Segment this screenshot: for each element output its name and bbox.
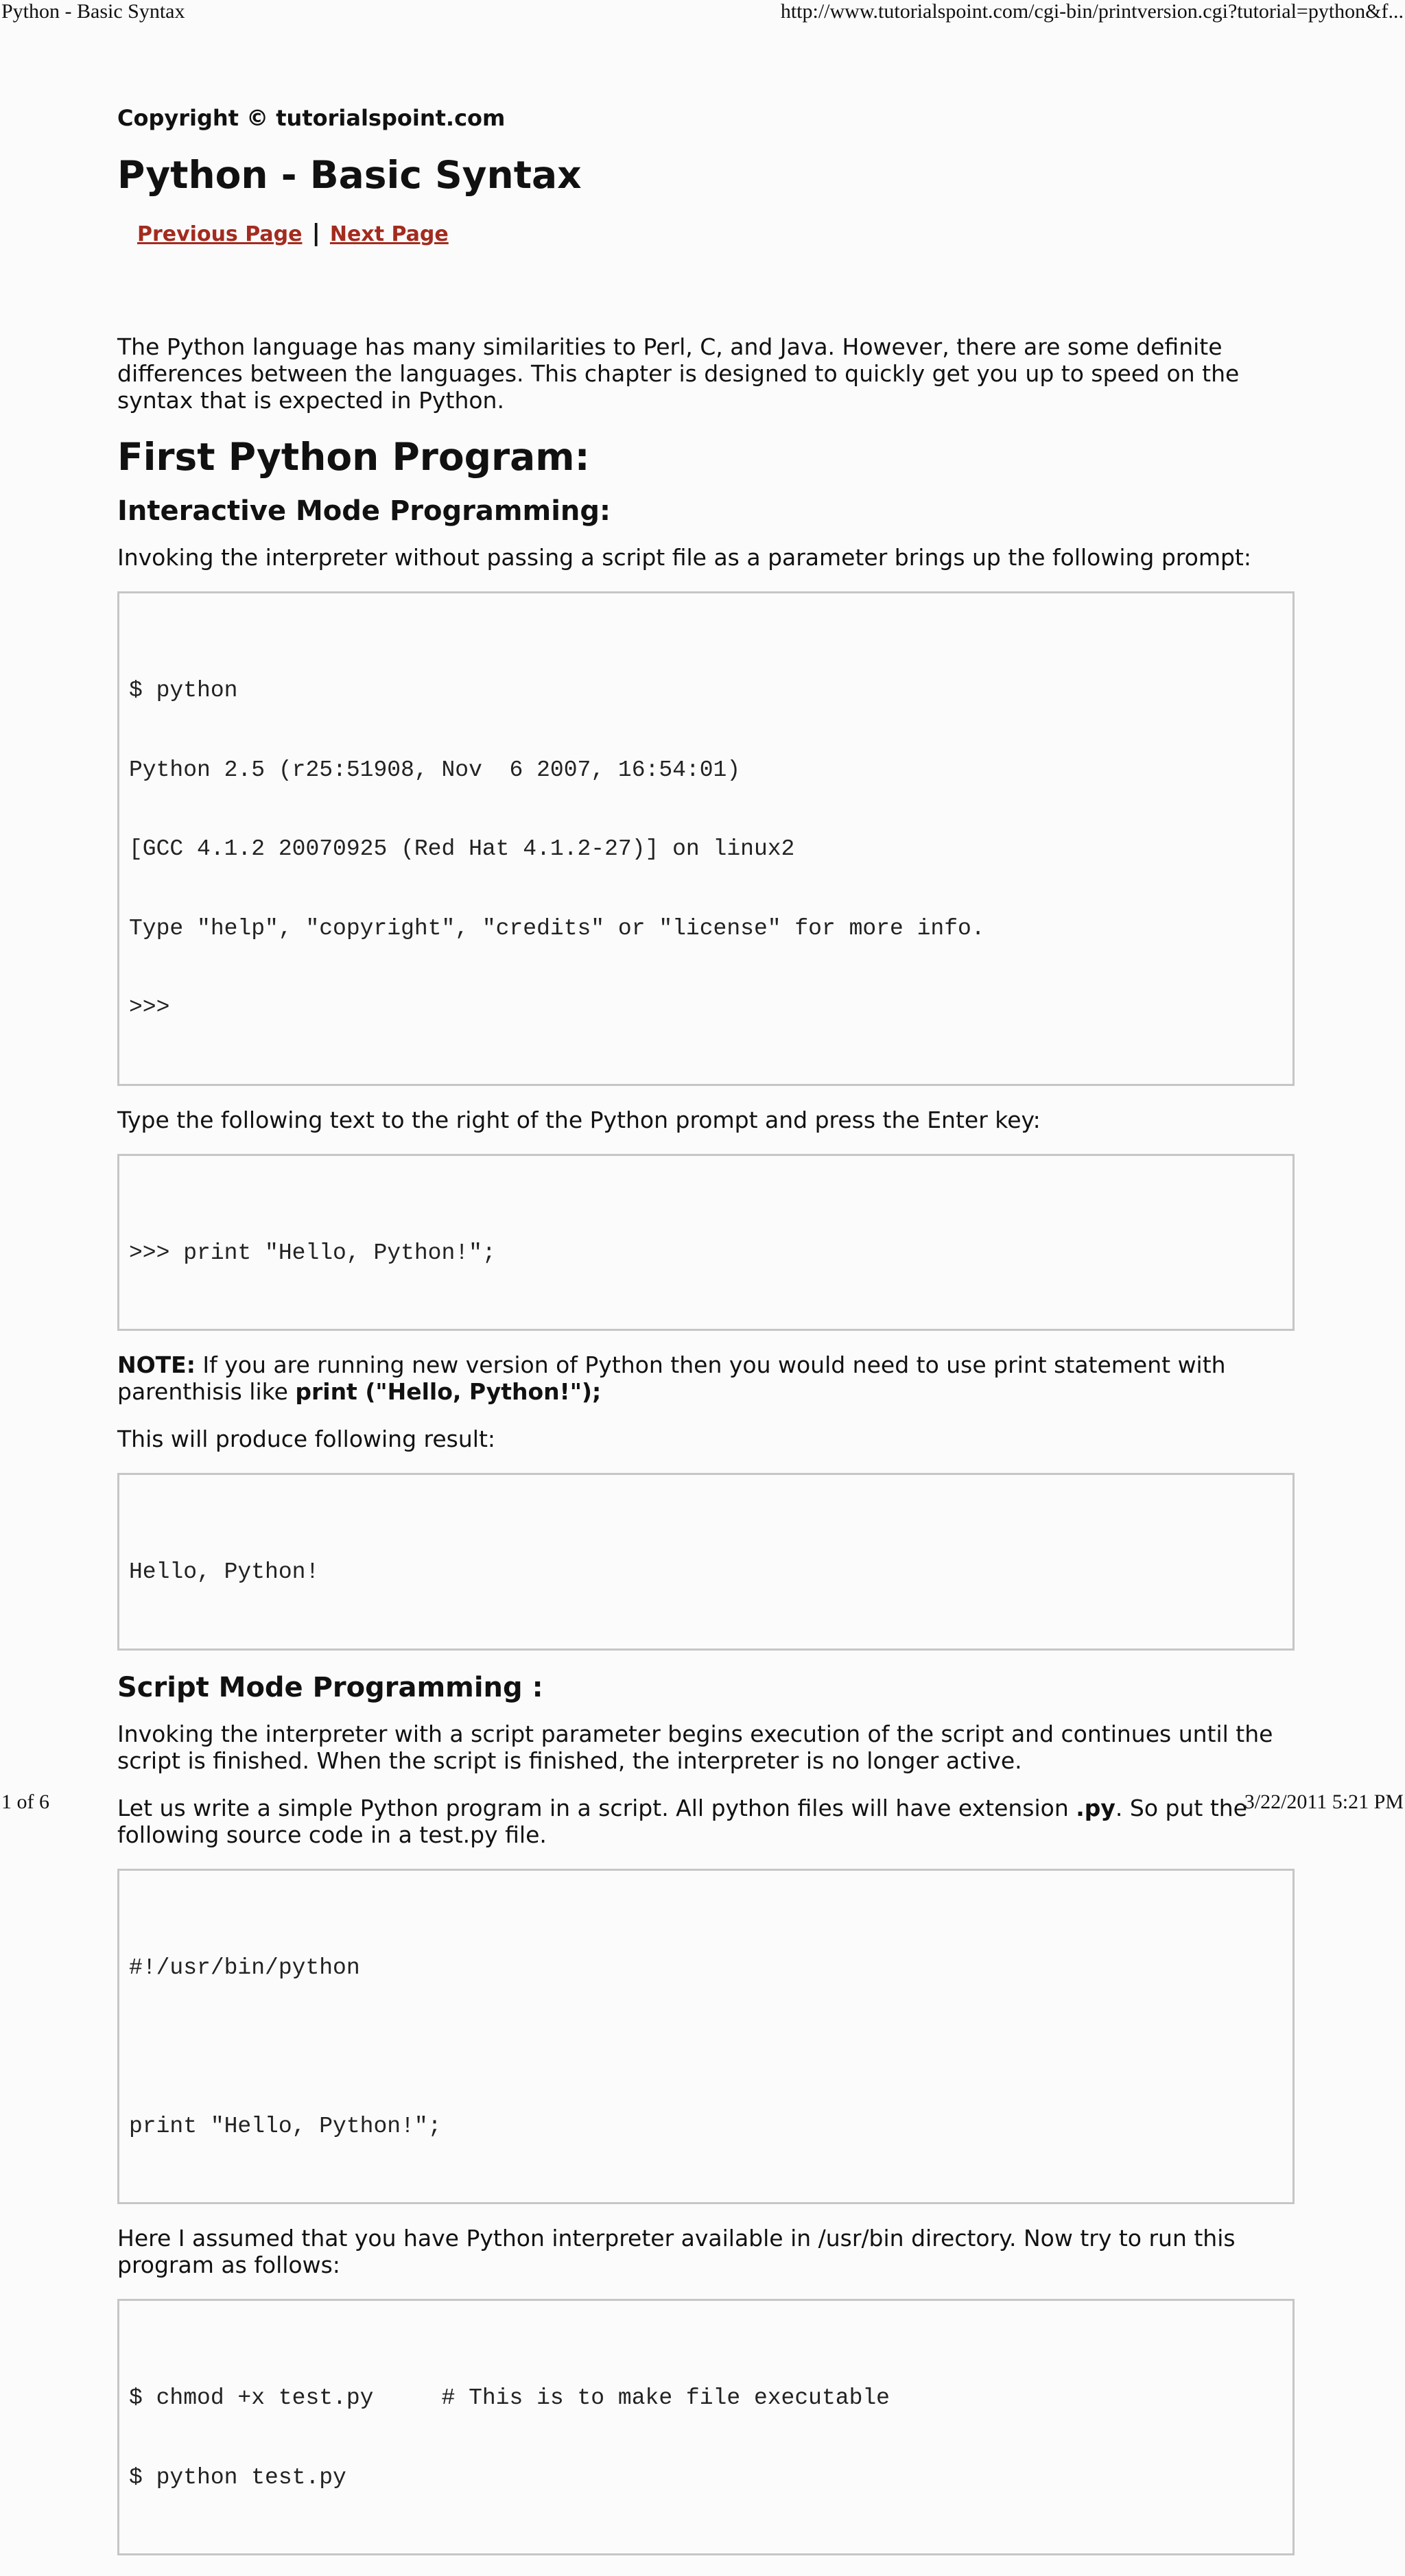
- note-paragraph: [117, 1351, 1295, 1405]
- paragraph-text: Let us write a simple Python program in a script. All python files will have extension: [117, 1794, 1076, 1821]
- next-page-link[interactable]: Next Page: [329, 222, 449, 246]
- paragraph-run-program: Here I assumed that you have Python interpreter available in /usr/bin directory. Now try to run this program as follows:: [117, 2225, 1236, 2278]
- note-code: print ("Hello, Python!");: [295, 1378, 602, 1405]
- paragraph-result: This will produce following result:: [117, 1426, 496, 1452]
- print-header: [0, 0, 1405, 27]
- code-line: $ chmod +x test.py # This is to make file executable: [129, 2385, 890, 2411]
- print-footer: [0, 1791, 1405, 1818]
- code-line: >>> print "Hello, Python!";: [129, 1240, 496, 1266]
- article: [117, 103, 1295, 2576]
- code-line: $ python test.py: [129, 2464, 346, 2490]
- code-block-test-py: [117, 1869, 1295, 2205]
- code-line: [129, 2034, 1283, 2061]
- code-line: $ python: [129, 678, 238, 703]
- previous-page-link[interactable]: Previous Page: [137, 222, 303, 246]
- note-label: NOTE:: [117, 1351, 196, 1378]
- print-header-title: Python - Basic Syntax: [1, 0, 185, 23]
- paragraph-type-text: Type the following text to the right of the Python prompt and press the Enter key:: [117, 1106, 1041, 1133]
- page-number: 1 of 6: [1, 1791, 49, 1813]
- code-line: [GCC 4.1.2 20070925 (Red Hat 4.1.2-27)] on linux2: [129, 836, 795, 862]
- code-line: >>>: [129, 995, 170, 1020]
- print-header-url: http://www.tutorialspoint.com/cgi-bin/printversion.cgi?tutorial=python&f...: [780, 0, 1404, 23]
- code-line: #!/usr/bin/python: [129, 1954, 360, 1981]
- print-datetime: 3/22/2011 5:21 PM: [1244, 1791, 1404, 1813]
- intro-paragraph: The Python language has many similarities to Perl, C, and Java. However, there are some definite differences between the languages. This chapter is designed to quickly get you up to speed on the syntax that is expected in Python.: [117, 333, 1240, 414]
- paragraph-script-parameter: Invoking the interpreter with a script parameter begins execution of the script and continues until the script is finished. When the script is finished, the interpreter is no longer active.: [117, 1720, 1273, 1774]
- subheading-script-mode: Script Mode Programming :: [117, 1671, 543, 1703]
- code-block-run-commands: [117, 2299, 1295, 2555]
- subheading-interactive-mode: Interactive Mode Programming:: [117, 495, 611, 527]
- code-block-print-hello: [117, 1154, 1295, 1332]
- page-title: Python - Basic Syntax: [117, 153, 582, 197]
- code-line: print "Hello, Python!";: [129, 2113, 442, 2139]
- note-text: If you are running new version of Python then you would need to use print statement with parenthisis like: [117, 1351, 1226, 1405]
- copyright-notice: Copyright © tutorialspoint.com: [117, 105, 506, 131]
- paragraph-invoking-interpreter: Invoking the interpreter without passing a script file as a parameter brings up the following prompt:: [117, 544, 1251, 571]
- page-nav: [137, 220, 1295, 247]
- section-heading-first-program: First Python Program:: [117, 435, 590, 479]
- code-block-result: [117, 1473, 1295, 1651]
- nav-separator: |: [311, 220, 320, 247]
- code-line: Python 2.5 (r25:51908, Nov 6 2007, 16:54:01): [129, 757, 741, 783]
- paragraph-text: . So put the following source code in a test.py file.: [117, 1794, 1247, 1848]
- code-line: Hello, Python!: [129, 1559, 320, 1585]
- extension-text: .py: [1076, 1794, 1115, 1821]
- code-line: Type "help", "copyright", "credits" or "license" for more info.: [129, 915, 985, 941]
- code-block-python-prompt: [117, 591, 1295, 1086]
